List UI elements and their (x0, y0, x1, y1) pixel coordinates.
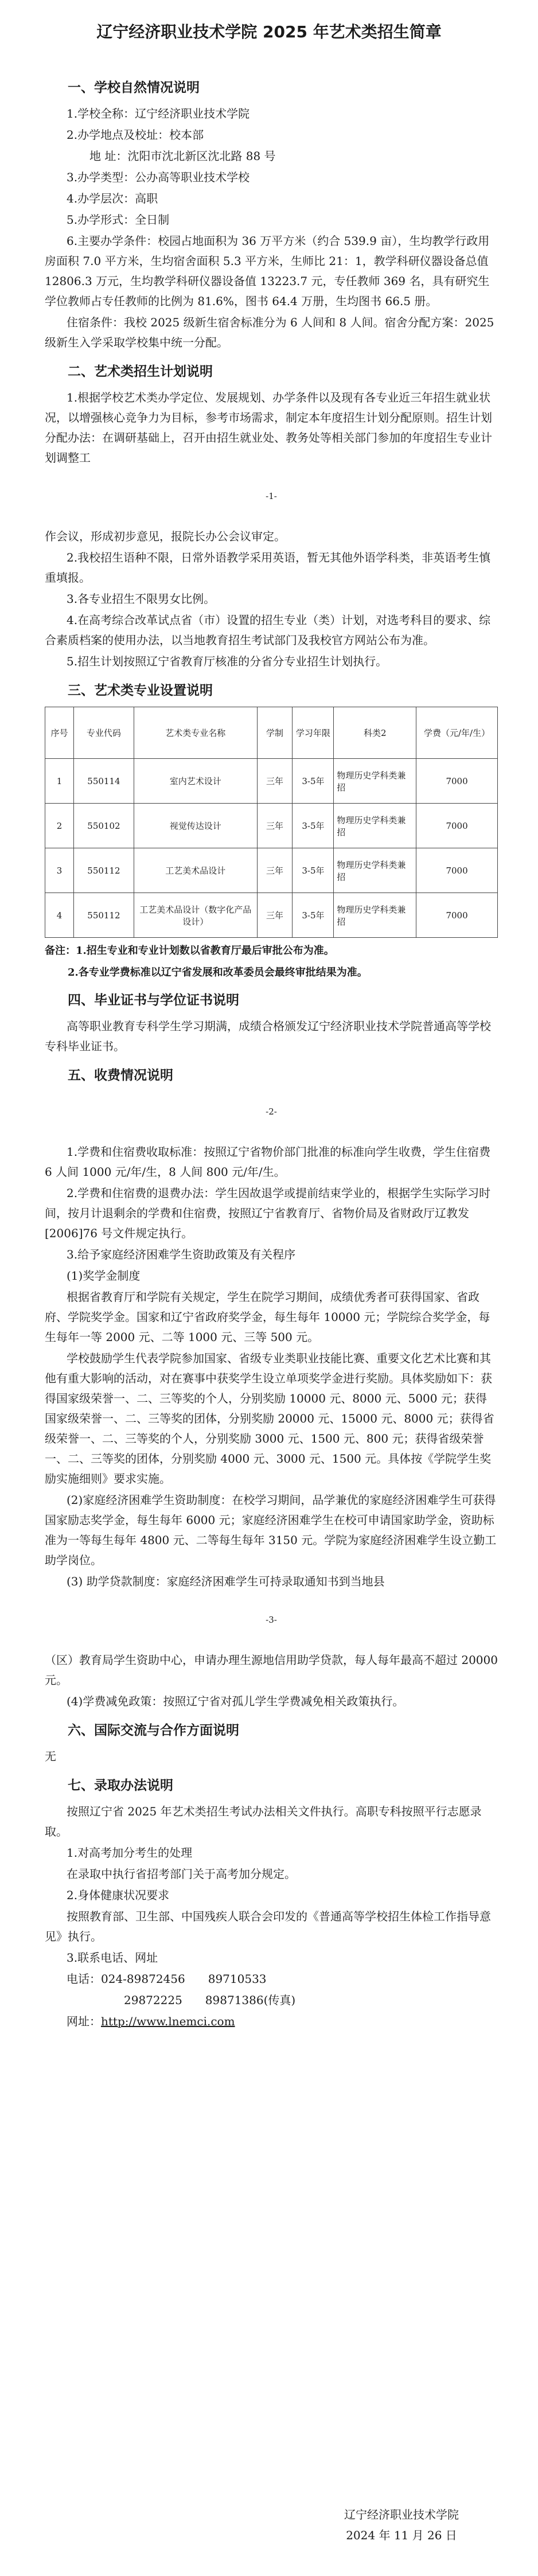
major-table (45, 707, 498, 938)
table-cell: 物理历史学科类兼招 (334, 804, 416, 848)
phone-label: 电话： (67, 1972, 101, 1986)
table-cell: 7000 (416, 848, 498, 893)
table-cell: 550112 (73, 893, 134, 938)
table-cell: 4 (45, 893, 74, 938)
table-header-cell: 学制 (257, 707, 293, 759)
page-title: 辽宁经济职业技术学院 2025 年艺术类招生简章 (96, 22, 442, 41)
table-cell: 物理历史学科类兼招 (334, 848, 416, 893)
document-body (45, 69, 498, 2033)
section-heading-5: 五、收费情况说明 (68, 1068, 173, 1083)
paragraph: （区）教育局学生资助中心，申请办理生源地信用助学贷款，每人每年最高不超过 20000 元。 (45, 1653, 498, 1687)
section-heading-2: 二、艺术类招生计划说明 (68, 364, 213, 379)
phone-number: 89871386(传真) (205, 1993, 296, 2007)
paragraph: 2.身体健康状况要求 (67, 1888, 170, 1902)
paragraph: 1.对高考加分考生的处理 (67, 1846, 193, 1860)
table-cell: 三年 (257, 804, 293, 848)
table-cell: 7000 (416, 893, 498, 938)
paragraph: 地 址：沈阳市沈北新区沈北路 88 号 (89, 149, 276, 163)
phone-number: 29872225 (124, 1993, 182, 2007)
table-header-cell: 专业代码 (73, 707, 134, 759)
table-cell: 工艺美术品设计 (134, 848, 257, 893)
section-heading-1: 一、学校自然情况说明 (68, 80, 200, 95)
table-cell: 三年 (257, 893, 293, 938)
table-cell: 视觉传达设计 (134, 804, 257, 848)
table-cell: 7000 (416, 804, 498, 848)
paragraph: 2.办学地点及校址：校本部 (67, 128, 204, 142)
paragraph: 按照辽宁省 2025 年艺术类招生考试办法相关文件执行。高职专科按照平行志愿录取。 (45, 1805, 482, 1838)
page-number: -3- (266, 1615, 277, 1625)
paragraph: 3.给予家庭经济困难学生资助政策及有关程序 (67, 1248, 296, 1261)
paragraph: 4.在高考综合改革试点省（市）设置的招生专业（类）计划，对选考科目的要求、综合素质档案的使用办法，以当地教育招生考试部门及我校官方网站公布为准。 (45, 613, 491, 647)
table-header-cell: 科类2 (334, 707, 416, 759)
paragraph: (4)学费减免政策：按照辽宁省对孤儿学生学费减免相关政策执行。 (67, 1694, 404, 1708)
page-number: -2- (266, 1106, 277, 1117)
phone-line (45, 1969, 498, 1989)
paragraph: 无 (45, 1749, 56, 1763)
phone-number: 89710533 (208, 1972, 267, 1986)
table-cell: 工艺美术品设计（数字化产品设计） (134, 893, 257, 938)
table-header-cell: 艺术类专业名称 (134, 707, 257, 759)
table-note: 2.各专业学费标准以辽宁省发展和改革委员会最终审批结果为准。 (68, 967, 368, 979)
table-cell: 3-5年 (293, 893, 334, 938)
table-cell: 2 (45, 804, 74, 848)
table-row (45, 804, 498, 848)
table-row (45, 848, 498, 893)
section-heading-6: 六、国际交流与合作方面说明 (68, 1723, 239, 1738)
signing-organization: 辽宁经济职业技术学院 (344, 2508, 459, 2522)
page-number: -1- (266, 491, 277, 501)
table-cell: 550114 (73, 759, 134, 804)
table-row (45, 759, 498, 804)
table-cell: 室内艺术设计 (134, 759, 257, 804)
table-cell: 550112 (73, 848, 134, 893)
signing-date: 2024 年 11 月 26 日 (346, 2528, 457, 2542)
section-heading-3: 三、艺术类专业设置说明 (68, 683, 213, 698)
table-cell: 3-5年 (293, 759, 334, 804)
paragraph: 住宿条件：我校 2025 级新生宿舍标准分为 6 人间和 8 人间。宿舍分配方案：2025 级新生入学采取学校集中统一分配。 (45, 315, 494, 349)
table-cell: 三年 (257, 759, 293, 804)
table-header-cell: 学费（元/年/生） (416, 707, 498, 759)
table-cell: 7000 (416, 759, 498, 804)
table-header-cell: 序号 (45, 707, 74, 759)
section-heading-4: 四、毕业证书与学位证书说明 (68, 993, 239, 1008)
table-cell: 三年 (257, 848, 293, 893)
paragraph: (3) 助学贷款制度：家庭经济困难学生可持录取通知书到当地县 (67, 1575, 385, 1588)
paragraph: 6.主要办学条件：校园占地面积为 36 万平方米（约合 539.9 亩），生均教学行政用房面积 7.0 平方米，生均宿舍面积 5.3 平方米，生师比 21：1，教学科研仪器设备总值 12806.3 万元，生均教学科研仪器设备值 13223.7 元，专任教师 369 名，具有研究生学位教师占专任教师的比例为 81.6%，图书 64.4 万册，生均图书 66.5 册。 (45, 234, 490, 308)
table-cell: 1 (45, 759, 74, 804)
paragraph: 1.根据学校艺术类办学定位、发展规划、办学条件以及现有各专业近三年招生就业状况，以增强核心竞争力为目标，参考市场需求，制定本年度招生计划分配原则。招生计划分配办法：在调研基础上，召开由招生就业处、教务处等相关部门参加的年度招生专业计划调整工 (45, 391, 492, 465)
table-cell: 3-5年 (293, 804, 334, 848)
paragraph: 高等职业教育专科学生学习期满，成绩合格颁发辽宁经济职业技术学院普通高等学校专科毕业证书。 (45, 1019, 491, 1053)
paragraph: 1.学费和住宿费收取标准：按照辽宁省物价部门批准的标准向学生收费，学生住宿费 6 人间 1000 元/年/生，8 人间 800 元/年/生。 (45, 1145, 491, 1179)
paragraph: (2)家庭经济困难学生资助制度：在校学习期间，品学兼优的家庭经济困难学生可获得国家励志奖学金，每生每年 6000 元；家庭经济困难学生在校可申请国家助学金，资助标准为一等每生每年 4800 元、二等每生每年 3150 元。学院为家庭经济困难学生设立勤工助学岗位。 (45, 1493, 497, 1567)
paragraph: 学校鼓励学生代表学院参加国家、省级专业类职业技能比赛、重要文化艺术比赛和其他有重大影响的活动，对在赛事中获奖学生设立单项奖学金进行奖励。具体奖励如下：获得国家级荣誉一、二、三等奖的个人，分别奖励 10000 元、8000 元、5000 元；获得国家级荣誉一、二、三等奖的团体，分别奖励 20000 元、15000 元、8000 元；获得省级荣誉一、二、三等奖的个人，分别奖励 3000 元、1500 元、800 元；获得省级荣誉一、二、三等奖的团体，分别奖励 4000 元、3000 元、1500 元。具体按《学院学生奖励实施细则》要求实施。 (45, 1351, 494, 1486)
table-cell: 3 (45, 848, 74, 893)
paragraph: 4.办学层次：高职 (67, 192, 158, 205)
website-label: 网址： (67, 2014, 101, 2028)
paragraph: 5.办学形式：全日制 (67, 213, 170, 227)
paragraph: 5.招生计划按照辽宁省教育厅核准的分省分专业招生计划执行。 (67, 654, 388, 668)
phone-number: 024-89872456 (101, 1972, 185, 1986)
table-cell: 3-5年 (293, 848, 334, 893)
table-cell: 物理历史学科类兼招 (334, 893, 416, 938)
section-heading-7: 七、录取办法说明 (68, 1778, 173, 1793)
table-header-cell: 学习年限 (293, 707, 334, 759)
paragraph: 在录取中执行省招考部门关于高考加分规定。 (67, 1867, 296, 1881)
table-row (45, 893, 498, 938)
table-note: 备注：1.招生专业和专业计划数以省教育厅最后审批公布为准。 (45, 945, 334, 957)
phone-line (45, 1990, 498, 2010)
table-cell: 物理历史学科类兼招 (334, 759, 416, 804)
table-header-row (45, 707, 498, 759)
paragraph: 作会议，形成初步意见，报院长办公会议审定。 (45, 529, 286, 543)
paragraph: 根据省教育厅和学院有关规定，学生在院学习期间，成绩优秀者可获得国家、省政府、学院奖学金。国家和辽宁省政府奖学金，每生每年 10000 元；学院综合奖学金，每生每年一等 2000 元、二等 1000 元、三等 500 元。 (45, 1290, 490, 1344)
paragraph: 1.学校全称：辽宁经济职业技术学院 (67, 107, 250, 120)
website-link[interactable]: http://www.lnemci.com (101, 2014, 235, 2028)
paragraph: 3.联系电话、网址 (67, 1951, 158, 1965)
signature-block (298, 2504, 505, 2546)
paragraph: 按照教育部、卫生部、中国残疾人联合会印发的《普通高等学校招生体检工作指导意见》执行。 (45, 1909, 491, 1943)
paragraph: 3.办学类型：公办高等职业技术学校 (67, 170, 250, 184)
paragraph: 3.各专业招生不限男女比例。 (67, 592, 216, 606)
table-cell: 550102 (73, 804, 134, 848)
paragraph: 2.我校招生语种不限，日常外语教学采用英语，暂无其他外语学科类，非英语考生慎重填报。 (45, 551, 491, 584)
paragraph: 2.学费和住宿费的退费办法：学生因故退学或提前结束学业的，根据学生实际学习时间，按月计退剩余的学费和住宿费，按照辽宁省教育厅、省物价局及省财政厅辽教发[2006]76 号文件规定执行。 (45, 1186, 491, 1240)
website-line (45, 2012, 498, 2032)
paragraph: (1)奖学金制度 (67, 1269, 141, 1283)
